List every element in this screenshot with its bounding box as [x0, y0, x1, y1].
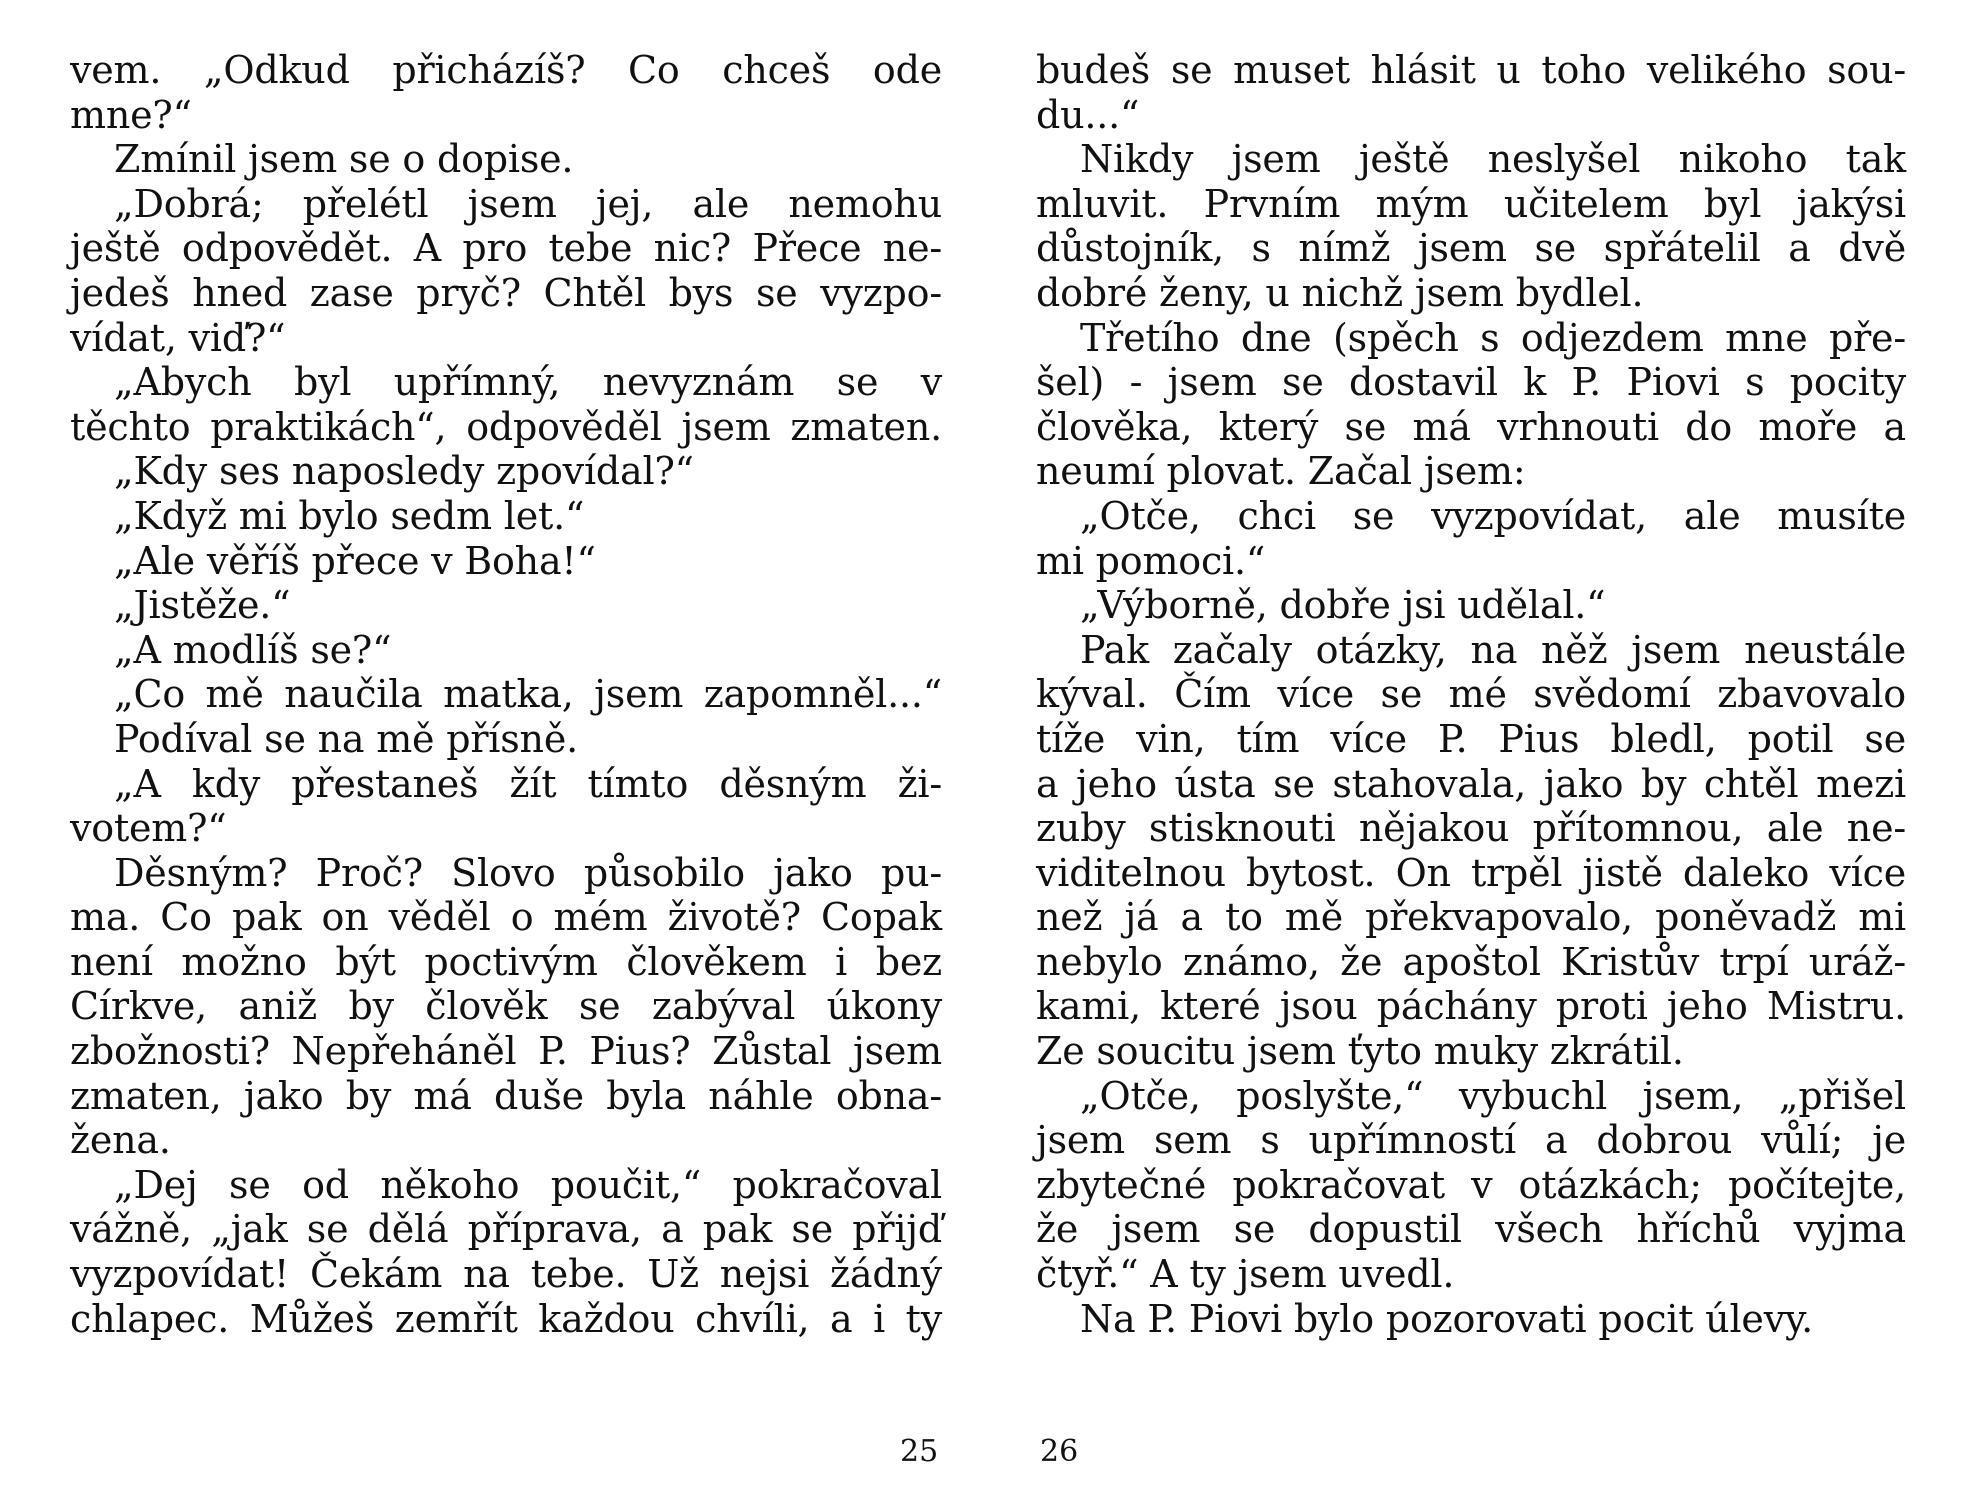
text-line: mluvit. Prvním mým učitelem byl jakýsi	[1036, 181, 1906, 226]
text-line: jedeš hned zase pryč? Chtěl bys se vyzpo-	[70, 270, 942, 315]
text-line: Nikdy jsem ještě neslyšel nikoho tak	[1080, 137, 1906, 182]
text-line: Ze soucitu jsem ťyto muky zkrátil.	[1036, 1029, 1684, 1074]
text-line: důstojník, s nímž jsem se spřátelil a dvě	[1036, 226, 1906, 271]
text-line: „Kdy ses naposledy zpovídal?“	[114, 449, 694, 494]
text-line: jsem sem s upřímností a dobrou vůlí; je	[1036, 1118, 1906, 1163]
text-line: „A kdy přestaneš žít tímto děsným ži-	[114, 761, 942, 806]
text-line: „Dobrá; přelétl jsem jej, ale nemohu	[114, 181, 942, 226]
text-line: kýval. Čím více se mé svědomí zbavovalo	[1036, 672, 1906, 717]
text-line: není možno být poctivým člověkem i bez	[70, 939, 942, 984]
text-line: vyzpovídat! Čekám na tebe. Už nejsi žádný	[70, 1252, 942, 1297]
text-line: nebylo známo, že apoštol Kristův trpí uráž-	[1036, 939, 1906, 984]
text-line: těchto praktikách“, odpověděl jsem zmaten.	[70, 404, 942, 449]
text-line: Na P. Piovi bylo pozorovati pocit úlevy.	[1080, 1296, 1814, 1341]
text-line: „Co mě naučila matka, jsem zapomněl...“	[114, 672, 942, 717]
text-line: vem. „Odkud přicházíš? Co chceš ode	[70, 48, 942, 92]
text-line: „Dej se od někoho poučit,“ pokračoval	[114, 1162, 942, 1207]
text-line: zbožnosti? Nepřeháněl P. Pius? Zůstal jsem	[70, 1029, 942, 1074]
text-line: než já a to mě překvapovalo, poněvadž mi	[1036, 895, 1906, 940]
text-line: Děsným? Proč? Slovo působilo jako pu-	[114, 850, 942, 895]
text-line: že jsem se dopustil všech hříchů vyjma	[1036, 1207, 1906, 1252]
text-line: votem?“	[70, 806, 227, 851]
text-line: „Otče, poslyšte,“ vybuchl jsem, „přišel	[1080, 1073, 1906, 1118]
text-line: a jeho ústa se stahovala, jako by chtěl mezi	[1036, 761, 1906, 806]
text-line: budeš se muset hlásit u toho velikého sou-	[1036, 48, 1906, 92]
text-line: Zmínil jsem se o dopise.	[114, 137, 574, 182]
text-line: „Abych byl upřímný, nevyznám se v	[114, 360, 942, 405]
text-line: „Výborně, dobře jsi udělal.“	[1080, 583, 1606, 628]
text-line: neumí plovat. Začal jsem:	[1036, 449, 1526, 494]
page-number-left: 25	[900, 1434, 939, 1469]
text-line: žena.	[70, 1118, 171, 1163]
text-line: člověka, který se má vrhnouti do moře a	[1036, 404, 1906, 449]
text-line: dobré ženy, u nichž jsem bydlel.	[1036, 270, 1644, 315]
text-line: viditelnou bytost. On trpěl jistě daleko více	[1036, 850, 1906, 895]
text-line: vážně, „jak se dělá příprava, a pak se přijď	[70, 1207, 942, 1252]
left-page	[70, 48, 942, 1341]
text-line: „Ale věříš přece v Boha!“	[114, 538, 596, 583]
text-line: čtyř.“ A ty jsem uvedl.	[1036, 1252, 1455, 1297]
text-line: Podíval se na mě přísně.	[114, 716, 579, 761]
text-line: kami, které jsou páchány proti jeho Mistru.	[1036, 984, 1906, 1029]
text-line: Církve, aniž by člověk se zabýval úkony	[70, 984, 942, 1029]
text-line: tíže vin, tím více P. Pius bledl, potil se	[1036, 716, 1906, 761]
text-line: „A modlíš se?“	[114, 627, 392, 672]
text-line: chlapec. Můžeš zemřít každou chvíli, a i ty	[70, 1296, 942, 1341]
text-line: Pak začaly otázky, na něž jsem neustále	[1080, 627, 1906, 672]
text-line: „Jistěže.“	[114, 583, 291, 628]
text-line: vídat, viď?“	[70, 315, 286, 360]
page-number-right: 26	[1040, 1434, 1079, 1469]
right-page	[1036, 48, 1906, 1341]
text-line: du...“	[1036, 92, 1140, 137]
text-line: zbytečné pokračovat v otázkách; počítejte,	[1036, 1162, 1906, 1207]
text-line: mi pomoci.“	[1036, 538, 1266, 583]
text-line: zuby stisknouti nějakou přítomnou, ale ne-	[1036, 806, 1906, 851]
text-line: „Otče, chci se vyzpovídat, ale musíte	[1080, 493, 1906, 538]
text-line: mne?“	[70, 92, 192, 137]
text-line: šel) - jsem se dostavil k P. Piovi s pocity	[1036, 360, 1906, 405]
text-line: Třetího dne (spěch s odjezdem mne pře-	[1080, 315, 1906, 360]
text-line: „Když mi bylo sedm let.“	[114, 493, 585, 538]
text-line: ma. Co pak on věděl o mém životě? Copak	[70, 895, 942, 940]
text-line: zmaten, jako by má duše byla náhle obna-	[70, 1073, 942, 1118]
text-line: ještě odpovědět. A pro tebe nic? Přece ne-	[70, 226, 942, 271]
